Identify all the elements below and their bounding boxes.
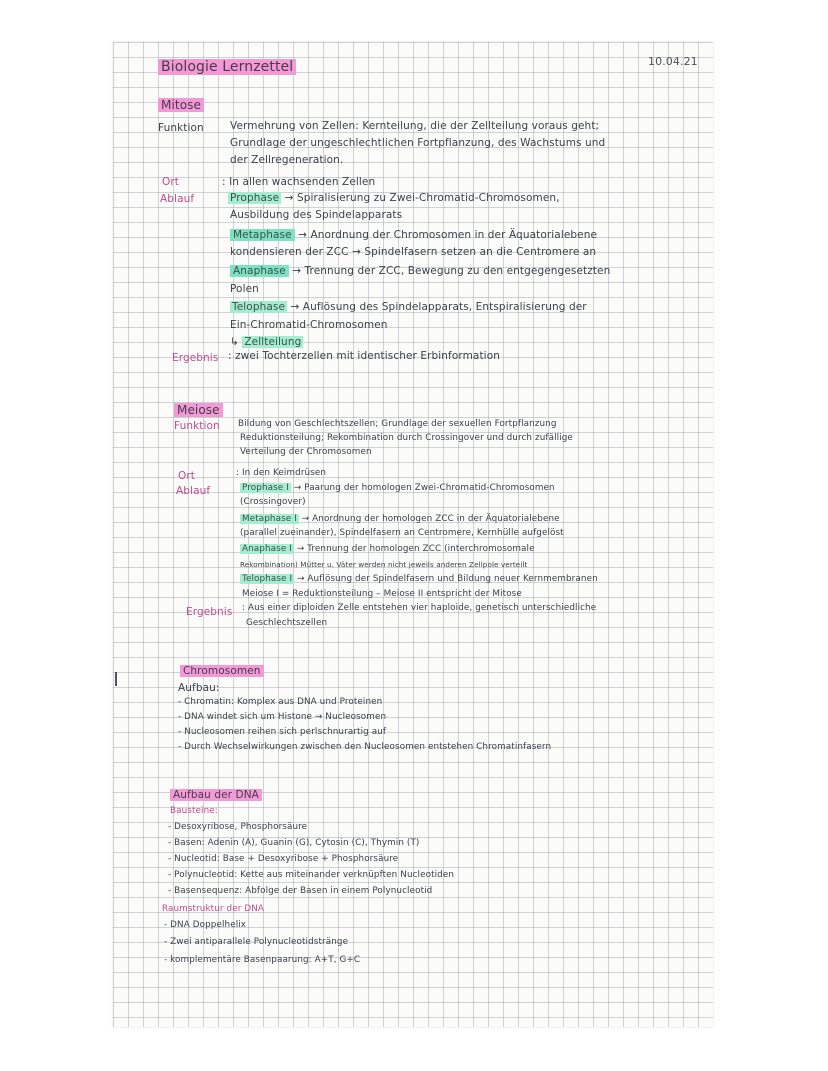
meiose-prophase-line [240, 483, 555, 493]
dna-baustein-4: - Polynucleotid: Kette aus miteinander verknüpften Nucleotiden [168, 870, 455, 880]
margin-mark [115, 672, 117, 686]
meiose-heading [174, 403, 223, 417]
dna-raum-1: - DNA Doppelhelix [164, 920, 247, 930]
chromosomen-item-2: - DNA windet sich um Histone → Nucleosomen [178, 712, 387, 722]
meiose-prophase-label: Prophase I [242, 483, 289, 493]
mitose-prophase-label: Prophase [230, 192, 280, 204]
mitose-zellteilung: Zellteilung [244, 336, 302, 348]
chromosomen-heading [180, 665, 264, 677]
chromosomen-item-4: - Durch Wechselwirkungen zwischen den Nucleosomen entstehen Chromatinfasern [178, 742, 552, 752]
chromosomen-item-3: - Nucleosomen reihen sich perlschnurartig auf [178, 727, 387, 737]
mitose-funktion-label: Funktion [158, 122, 204, 134]
dna-heading-text: Aufbau der DNA [170, 789, 262, 801]
mitose-prophase-text: → Spiralisierung zu Zwei-Chromatid-Chromosomen, [284, 192, 560, 204]
meiose-reduktion-line: Meiose I = Reduktionsteilung – Meiose II entspricht der Mitose [242, 589, 522, 599]
meiose-funktion-line-3: Verteilung der Chromosomen [240, 447, 372, 457]
mitose-telophase-label: Telophase [232, 301, 286, 313]
chromosomen-heading-text: Chromosomen [180, 665, 264, 677]
chromosomen-aufbau-label: Aufbau: [178, 682, 220, 694]
dna-baustein-1: - Desoxyribose, Phosphorsäure [168, 822, 308, 832]
dna-raumstruktur-label: Raumstruktur der DNA [162, 904, 264, 914]
mitose-metaphase-label: Metaphase [230, 229, 295, 241]
mitose-metaphase-text: → Anordnung der Chromosomen in der Äquatorialebene [298, 229, 598, 241]
mitose-anaphase-label: Anaphase [230, 265, 289, 277]
dna-raum-2: - Zwei antiparallele Polynucleotidstränge [164, 937, 349, 947]
mitose-heading [158, 98, 204, 112]
mitose-prophase-line [228, 192, 560, 204]
meiose-metaphase-text: → Anordnung der homologen ZCC in der Äquatorialebene [301, 514, 560, 524]
meiose-anaphase-line-2: Rekombination) Mütter u. Väter werden nicht jeweils anderen Zellpole verteilt [240, 560, 528, 569]
meiose-ergebnis-label: Ergebnis [186, 606, 233, 618]
arrow-return-icon: ↳ [230, 336, 239, 348]
mitose-anaphase-line [230, 265, 610, 277]
mitose-heading-text: Mitose [158, 98, 204, 112]
chromosomen-item-1: - Chromatin: Komplex aus DNA und Proteinen [178, 697, 383, 707]
meiose-ablauf-label: Ablauf [176, 485, 211, 497]
meiose-funktion-label: Funktion [174, 420, 220, 432]
meiose-funktion-line-2: Reduktionsteilung; Rekombination durch Crossingover und durch zufällige [240, 433, 573, 443]
dna-baustein-5: - Basensequenz: Abfolge der Basen in einem Polynucleotid [168, 886, 433, 896]
mitose-ergebnis-label: Ergebnis [172, 352, 219, 364]
mitose-prophase-line-2: Ausbildung des Spindelapparats [230, 209, 403, 221]
mitose-ergebnis-text: : zwei Tochterzellen mit identischer Erbinformation [228, 350, 500, 362]
meiose-heading-text: Meiose [174, 403, 223, 417]
mitose-funktion-line-3: der Zellregeneration. [230, 154, 344, 166]
meiose-prophase-line-2: (Crossingover) [240, 497, 306, 507]
meiose-prophase-text: → Paarung der homologen Zwei-Chromatid-Chromosomen [293, 483, 555, 493]
dna-raum-3: - komplementäre Basenpaarung: A+T, G+C [164, 955, 361, 965]
meiose-metaphase-line [240, 514, 560, 524]
dna-baustein-3: - Nucleotid: Base + Desoxyribose + Phosphorsäure [168, 854, 399, 864]
meiose-funktion-line-1: Bildung von Geschlechtszellen; Grundlage der sexuellen Fortpflanzung [238, 419, 557, 429]
meiose-metaphase-line-2: (parallel zueinander), Spindelfasern an Centromere, Kernhülle aufgelöst [240, 528, 564, 538]
meiose-telophase-label: Telophase I [242, 574, 293, 584]
mitose-anaphase-line-2: Polen [230, 283, 259, 295]
mitose-telophase-text: → Auflösung des Spindelapparats, Entspiralisierung der [290, 301, 587, 313]
date: 10.04.21 [648, 55, 698, 68]
meiose-anaphase-line [240, 544, 535, 554]
mitose-funktion-line-1: Vermehrung von Zellen: Kernteilung, die der Zellteilung voraus geht; [230, 120, 600, 132]
mitose-ort-text: : In allen wachsenden Zellen [222, 176, 376, 188]
meiose-ort-text: : In den Keimdrüsen [236, 468, 327, 478]
meiose-metaphase-label: Metaphase I [242, 514, 297, 524]
mitose-funktion-line-2: Grundlage der ungeschlechtlichen Fortpflanzung, des Wachstums und [230, 137, 606, 149]
meiose-anaphase-label: Anaphase I [242, 544, 292, 554]
mitose-telophase-line-2: Ein-Chromatid-Chromosomen [230, 319, 388, 331]
mitose-zellteilung-line [230, 336, 303, 348]
dna-bausteine-label: Bausteine: [170, 806, 218, 816]
dna-baustein-2: - Basen: Adenin (A), Guanin (G), Cytosin (C), Thymin (T) [168, 838, 420, 848]
page-title-text: Biologie Lernzettel [158, 59, 296, 75]
mitose-anaphase-text: → Trennung der ZCC, Bewegung zu den entgegengesetzten [292, 265, 611, 277]
mitose-ort-label: Ort [162, 176, 179, 188]
mitose-metaphase-line [230, 229, 597, 241]
meiose-ergebnis-line-2: Geschlechtszellen [246, 618, 328, 628]
meiose-ort-label: Ort [178, 470, 195, 482]
meiose-telophase-line [240, 574, 598, 584]
meiose-telophase-text: → Auflösung der Spindelfasern und Bildung neuer Kernmembranen [297, 574, 598, 584]
mitose-metaphase-line-2: kondensieren der ZCC → Spindelfasern setzen an die Centromere an [230, 246, 597, 258]
mitose-telophase-line [230, 301, 587, 313]
meiose-ergebnis-line-1: : Aus einer diploiden Zelle entstehen vier haploide, genetisch unterschiedliche [242, 603, 597, 613]
page-title [158, 59, 296, 75]
mitose-ablauf-label: Ablauf [160, 193, 195, 205]
meiose-anaphase-text: → Trennung der homologen ZCC (interchromosomale [296, 544, 535, 554]
dna-heading [170, 789, 262, 801]
